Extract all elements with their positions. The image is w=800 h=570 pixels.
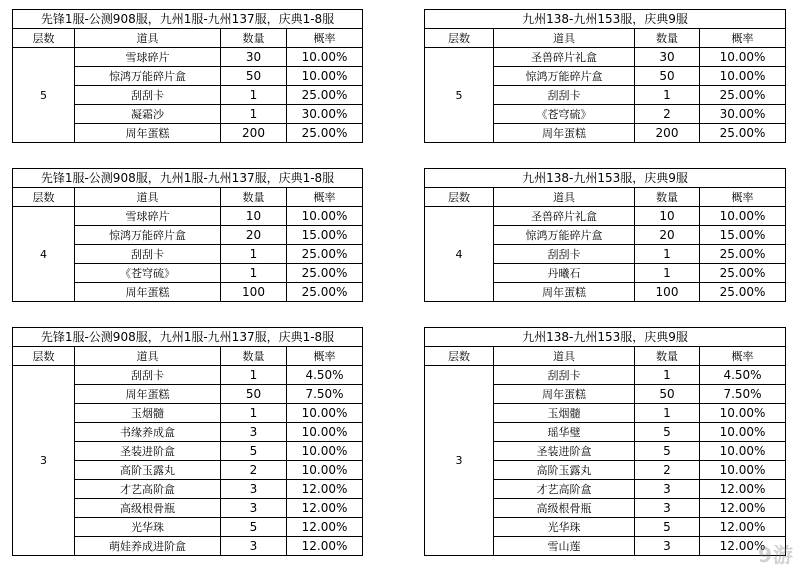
qty-cell: 100 bbox=[635, 283, 700, 302]
qty-cell: 5 bbox=[635, 518, 700, 537]
qty-cell: 200 bbox=[221, 124, 287, 143]
rate-cell: 7.50% bbox=[287, 385, 363, 404]
qty-cell: 5 bbox=[221, 518, 287, 537]
rate-cell: 12.00% bbox=[287, 537, 363, 556]
rate-cell: 10.00% bbox=[287, 442, 363, 461]
qty-cell: 2 bbox=[221, 461, 287, 480]
item-cell: 惊鸿万能碎片盒 bbox=[494, 226, 635, 245]
item-cell: 周年蛋糕 bbox=[75, 124, 221, 143]
header-qty: 数量 bbox=[221, 188, 287, 207]
qty-cell: 50 bbox=[221, 385, 287, 404]
qty-cell: 10 bbox=[635, 207, 700, 226]
rate-cell: 10.00% bbox=[700, 461, 786, 480]
header-rate: 概率 bbox=[700, 347, 786, 366]
item-cell: 刮刮卡 bbox=[75, 366, 221, 385]
item-cell: 周年蛋糕 bbox=[75, 283, 221, 302]
rate-cell: 4.50% bbox=[287, 366, 363, 385]
rate-cell: 25.00% bbox=[287, 86, 363, 105]
header-rate: 概率 bbox=[287, 29, 363, 48]
rate-cell: 7.50% bbox=[700, 385, 786, 404]
item-cell: 才艺高阶盒 bbox=[494, 480, 635, 499]
qty-cell: 3 bbox=[221, 499, 287, 518]
qty-cell: 1 bbox=[221, 86, 287, 105]
qty-cell: 3 bbox=[221, 423, 287, 442]
header-item: 道具 bbox=[75, 188, 221, 207]
item-cell: 惊鸿万能碎片盒 bbox=[75, 226, 221, 245]
item-cell: 《苍穹硫》 bbox=[75, 264, 221, 283]
item-cell: 光华珠 bbox=[75, 518, 221, 537]
table-title: 九州138-九州153服，庆典9服 bbox=[425, 169, 786, 188]
qty-cell: 3 bbox=[221, 537, 287, 556]
qty-cell: 1 bbox=[221, 404, 287, 423]
qty-cell: 1 bbox=[635, 264, 700, 283]
rate-cell: 12.00% bbox=[287, 499, 363, 518]
rate-cell: 25.00% bbox=[700, 264, 786, 283]
header-item: 道具 bbox=[494, 347, 635, 366]
header-rate: 概率 bbox=[700, 188, 786, 207]
rate-cell: 25.00% bbox=[700, 124, 786, 143]
table-title: 先锋1服-公测908服，九州1服-九州137服，庆典1-8服 bbox=[13, 328, 363, 347]
item-cell: 玉烟髓 bbox=[494, 404, 635, 423]
header-layer: 层数 bbox=[425, 188, 494, 207]
qty-cell: 1 bbox=[221, 105, 287, 124]
rate-cell: 10.00% bbox=[700, 207, 786, 226]
item-cell: 刮刮卡 bbox=[75, 245, 221, 264]
header-rate: 概率 bbox=[700, 29, 786, 48]
qty-cell: 50 bbox=[635, 67, 700, 86]
layer-cell: 4 bbox=[425, 207, 494, 302]
table-row bbox=[13, 48, 363, 67]
rate-cell: 10.00% bbox=[700, 48, 786, 67]
table-title: 九州138-九州153服，庆典9服 bbox=[425, 10, 786, 29]
table-layer3-left bbox=[12, 327, 363, 556]
rate-cell: 25.00% bbox=[700, 283, 786, 302]
item-cell: 圣装进阶盒 bbox=[494, 442, 635, 461]
table-row bbox=[425, 48, 786, 67]
rate-cell: 4.50% bbox=[700, 366, 786, 385]
item-cell: 刮刮卡 bbox=[75, 86, 221, 105]
qty-cell: 3 bbox=[221, 480, 287, 499]
item-cell: 雪球碎片 bbox=[75, 48, 221, 67]
qty-cell: 200 bbox=[635, 124, 700, 143]
rate-cell: 25.00% bbox=[287, 245, 363, 264]
item-cell: 周年蛋糕 bbox=[494, 283, 635, 302]
table-layer4-right bbox=[424, 168, 786, 302]
item-cell: 高级根骨瓶 bbox=[494, 499, 635, 518]
qty-cell: 1 bbox=[635, 404, 700, 423]
rate-cell: 25.00% bbox=[287, 124, 363, 143]
header-item: 道具 bbox=[494, 188, 635, 207]
item-cell: 惊鸿万能碎片盒 bbox=[75, 67, 221, 86]
table-layer5-left bbox=[12, 9, 363, 143]
table-layer5-right bbox=[424, 9, 786, 143]
rate-cell: 10.00% bbox=[287, 207, 363, 226]
header-qty: 数量 bbox=[221, 347, 287, 366]
qty-cell: 3 bbox=[635, 480, 700, 499]
rate-cell: 30.00% bbox=[700, 105, 786, 124]
item-cell: 圣装进阶盒 bbox=[75, 442, 221, 461]
qty-cell: 5 bbox=[635, 423, 700, 442]
qty-cell: 2 bbox=[635, 105, 700, 124]
qty-cell: 30 bbox=[635, 48, 700, 67]
table-layer3-right bbox=[424, 327, 786, 556]
qty-cell: 3 bbox=[635, 499, 700, 518]
rate-cell: 12.00% bbox=[700, 537, 786, 556]
item-cell: 光华珠 bbox=[494, 518, 635, 537]
item-cell: 周年蛋糕 bbox=[75, 385, 221, 404]
item-cell: 圣兽碎片礼盒 bbox=[494, 207, 635, 226]
item-cell: 凝霜沙 bbox=[75, 105, 221, 124]
watermark-logo: 9游 bbox=[758, 543, 794, 567]
rate-cell: 25.00% bbox=[287, 264, 363, 283]
qty-cell: 50 bbox=[635, 385, 700, 404]
rate-cell: 25.00% bbox=[700, 86, 786, 105]
qty-cell: 1 bbox=[221, 264, 287, 283]
layer-cell: 5 bbox=[425, 48, 494, 143]
rate-cell: 10.00% bbox=[287, 423, 363, 442]
item-cell: 高阶玉露丸 bbox=[494, 461, 635, 480]
qty-cell: 20 bbox=[221, 226, 287, 245]
rate-cell: 10.00% bbox=[287, 404, 363, 423]
rate-cell: 12.00% bbox=[700, 518, 786, 537]
rate-cell: 12.00% bbox=[700, 499, 786, 518]
header-rate: 概率 bbox=[287, 188, 363, 207]
item-cell: 高级根骨瓶 bbox=[75, 499, 221, 518]
rate-cell: 10.00% bbox=[287, 461, 363, 480]
qty-cell: 10 bbox=[221, 207, 287, 226]
header-layer: 层数 bbox=[13, 347, 75, 366]
header-layer: 层数 bbox=[425, 29, 494, 48]
qty-cell: 3 bbox=[635, 537, 700, 556]
item-cell: 周年蛋糕 bbox=[494, 385, 635, 404]
item-cell: 才艺高阶盒 bbox=[75, 480, 221, 499]
layer-cell: 3 bbox=[13, 366, 75, 556]
header-layer: 层数 bbox=[425, 347, 494, 366]
layer-cell: 5 bbox=[13, 48, 75, 143]
rate-cell: 25.00% bbox=[700, 245, 786, 264]
layer-cell: 4 bbox=[13, 207, 75, 302]
header-item: 道具 bbox=[494, 29, 635, 48]
item-cell: 刮刮卡 bbox=[494, 86, 635, 105]
header-layer: 层数 bbox=[13, 188, 75, 207]
qty-cell: 1 bbox=[635, 245, 700, 264]
header-item: 道具 bbox=[75, 347, 221, 366]
qty-cell: 30 bbox=[221, 48, 287, 67]
rate-cell: 10.00% bbox=[700, 442, 786, 461]
header-qty: 数量 bbox=[635, 29, 700, 48]
item-cell: 萌娃养成进阶盒 bbox=[75, 537, 221, 556]
layer-cell: 3 bbox=[425, 366, 494, 556]
item-cell: 丹曦石 bbox=[494, 264, 635, 283]
rate-cell: 10.00% bbox=[700, 67, 786, 86]
table-layer4-left bbox=[12, 168, 363, 302]
item-cell: 刮刮卡 bbox=[494, 245, 635, 264]
qty-cell: 1 bbox=[635, 86, 700, 105]
item-cell: 雪山莲 bbox=[494, 537, 635, 556]
qty-cell: 5 bbox=[221, 442, 287, 461]
item-cell: 刮刮卡 bbox=[494, 366, 635, 385]
rate-cell: 10.00% bbox=[287, 48, 363, 67]
rate-cell: 10.00% bbox=[287, 67, 363, 86]
rate-cell: 15.00% bbox=[287, 226, 363, 245]
rate-cell: 30.00% bbox=[287, 105, 363, 124]
qty-cell: 50 bbox=[221, 67, 287, 86]
rate-cell: 12.00% bbox=[287, 480, 363, 499]
item-cell: 玉烟髓 bbox=[75, 404, 221, 423]
item-cell: 瑶华璧 bbox=[494, 423, 635, 442]
table-row bbox=[13, 207, 363, 226]
table-title: 先锋1服-公测908服，九州1服-九州137服，庆典1-8服 bbox=[13, 10, 363, 29]
item-cell: 书缘养成盒 bbox=[75, 423, 221, 442]
header-qty: 数量 bbox=[635, 347, 700, 366]
table-title: 九州138-九州153服，庆典9服 bbox=[425, 328, 786, 347]
qty-cell: 20 bbox=[635, 226, 700, 245]
header-qty: 数量 bbox=[635, 188, 700, 207]
rate-cell: 10.00% bbox=[700, 423, 786, 442]
item-cell: 雪球碎片 bbox=[75, 207, 221, 226]
header-item: 道具 bbox=[75, 29, 221, 48]
header-rate: 概率 bbox=[287, 347, 363, 366]
rate-cell: 25.00% bbox=[287, 283, 363, 302]
rate-cell: 10.00% bbox=[700, 404, 786, 423]
qty-cell: 1 bbox=[221, 366, 287, 385]
item-cell: 惊鸿万能碎片盒 bbox=[494, 67, 635, 86]
rate-cell: 12.00% bbox=[287, 518, 363, 537]
qty-cell: 2 bbox=[635, 461, 700, 480]
item-cell: 周年蛋糕 bbox=[494, 124, 635, 143]
item-cell: 《苍穹硫》 bbox=[494, 105, 635, 124]
item-cell: 高阶玉露丸 bbox=[75, 461, 221, 480]
table-row bbox=[13, 366, 363, 385]
header-qty: 数量 bbox=[221, 29, 287, 48]
table-row bbox=[425, 207, 786, 226]
table-row bbox=[425, 366, 786, 385]
qty-cell: 100 bbox=[221, 283, 287, 302]
qty-cell: 1 bbox=[635, 366, 700, 385]
header-layer: 层数 bbox=[13, 29, 75, 48]
item-cell: 圣兽碎片礼盒 bbox=[494, 48, 635, 67]
rate-cell: 15.00% bbox=[700, 226, 786, 245]
rate-cell: 12.00% bbox=[700, 480, 786, 499]
qty-cell: 1 bbox=[221, 245, 287, 264]
qty-cell: 5 bbox=[635, 442, 700, 461]
table-title: 先锋1服-公测908服，九州1服-九州137服，庆典1-8服 bbox=[13, 169, 363, 188]
